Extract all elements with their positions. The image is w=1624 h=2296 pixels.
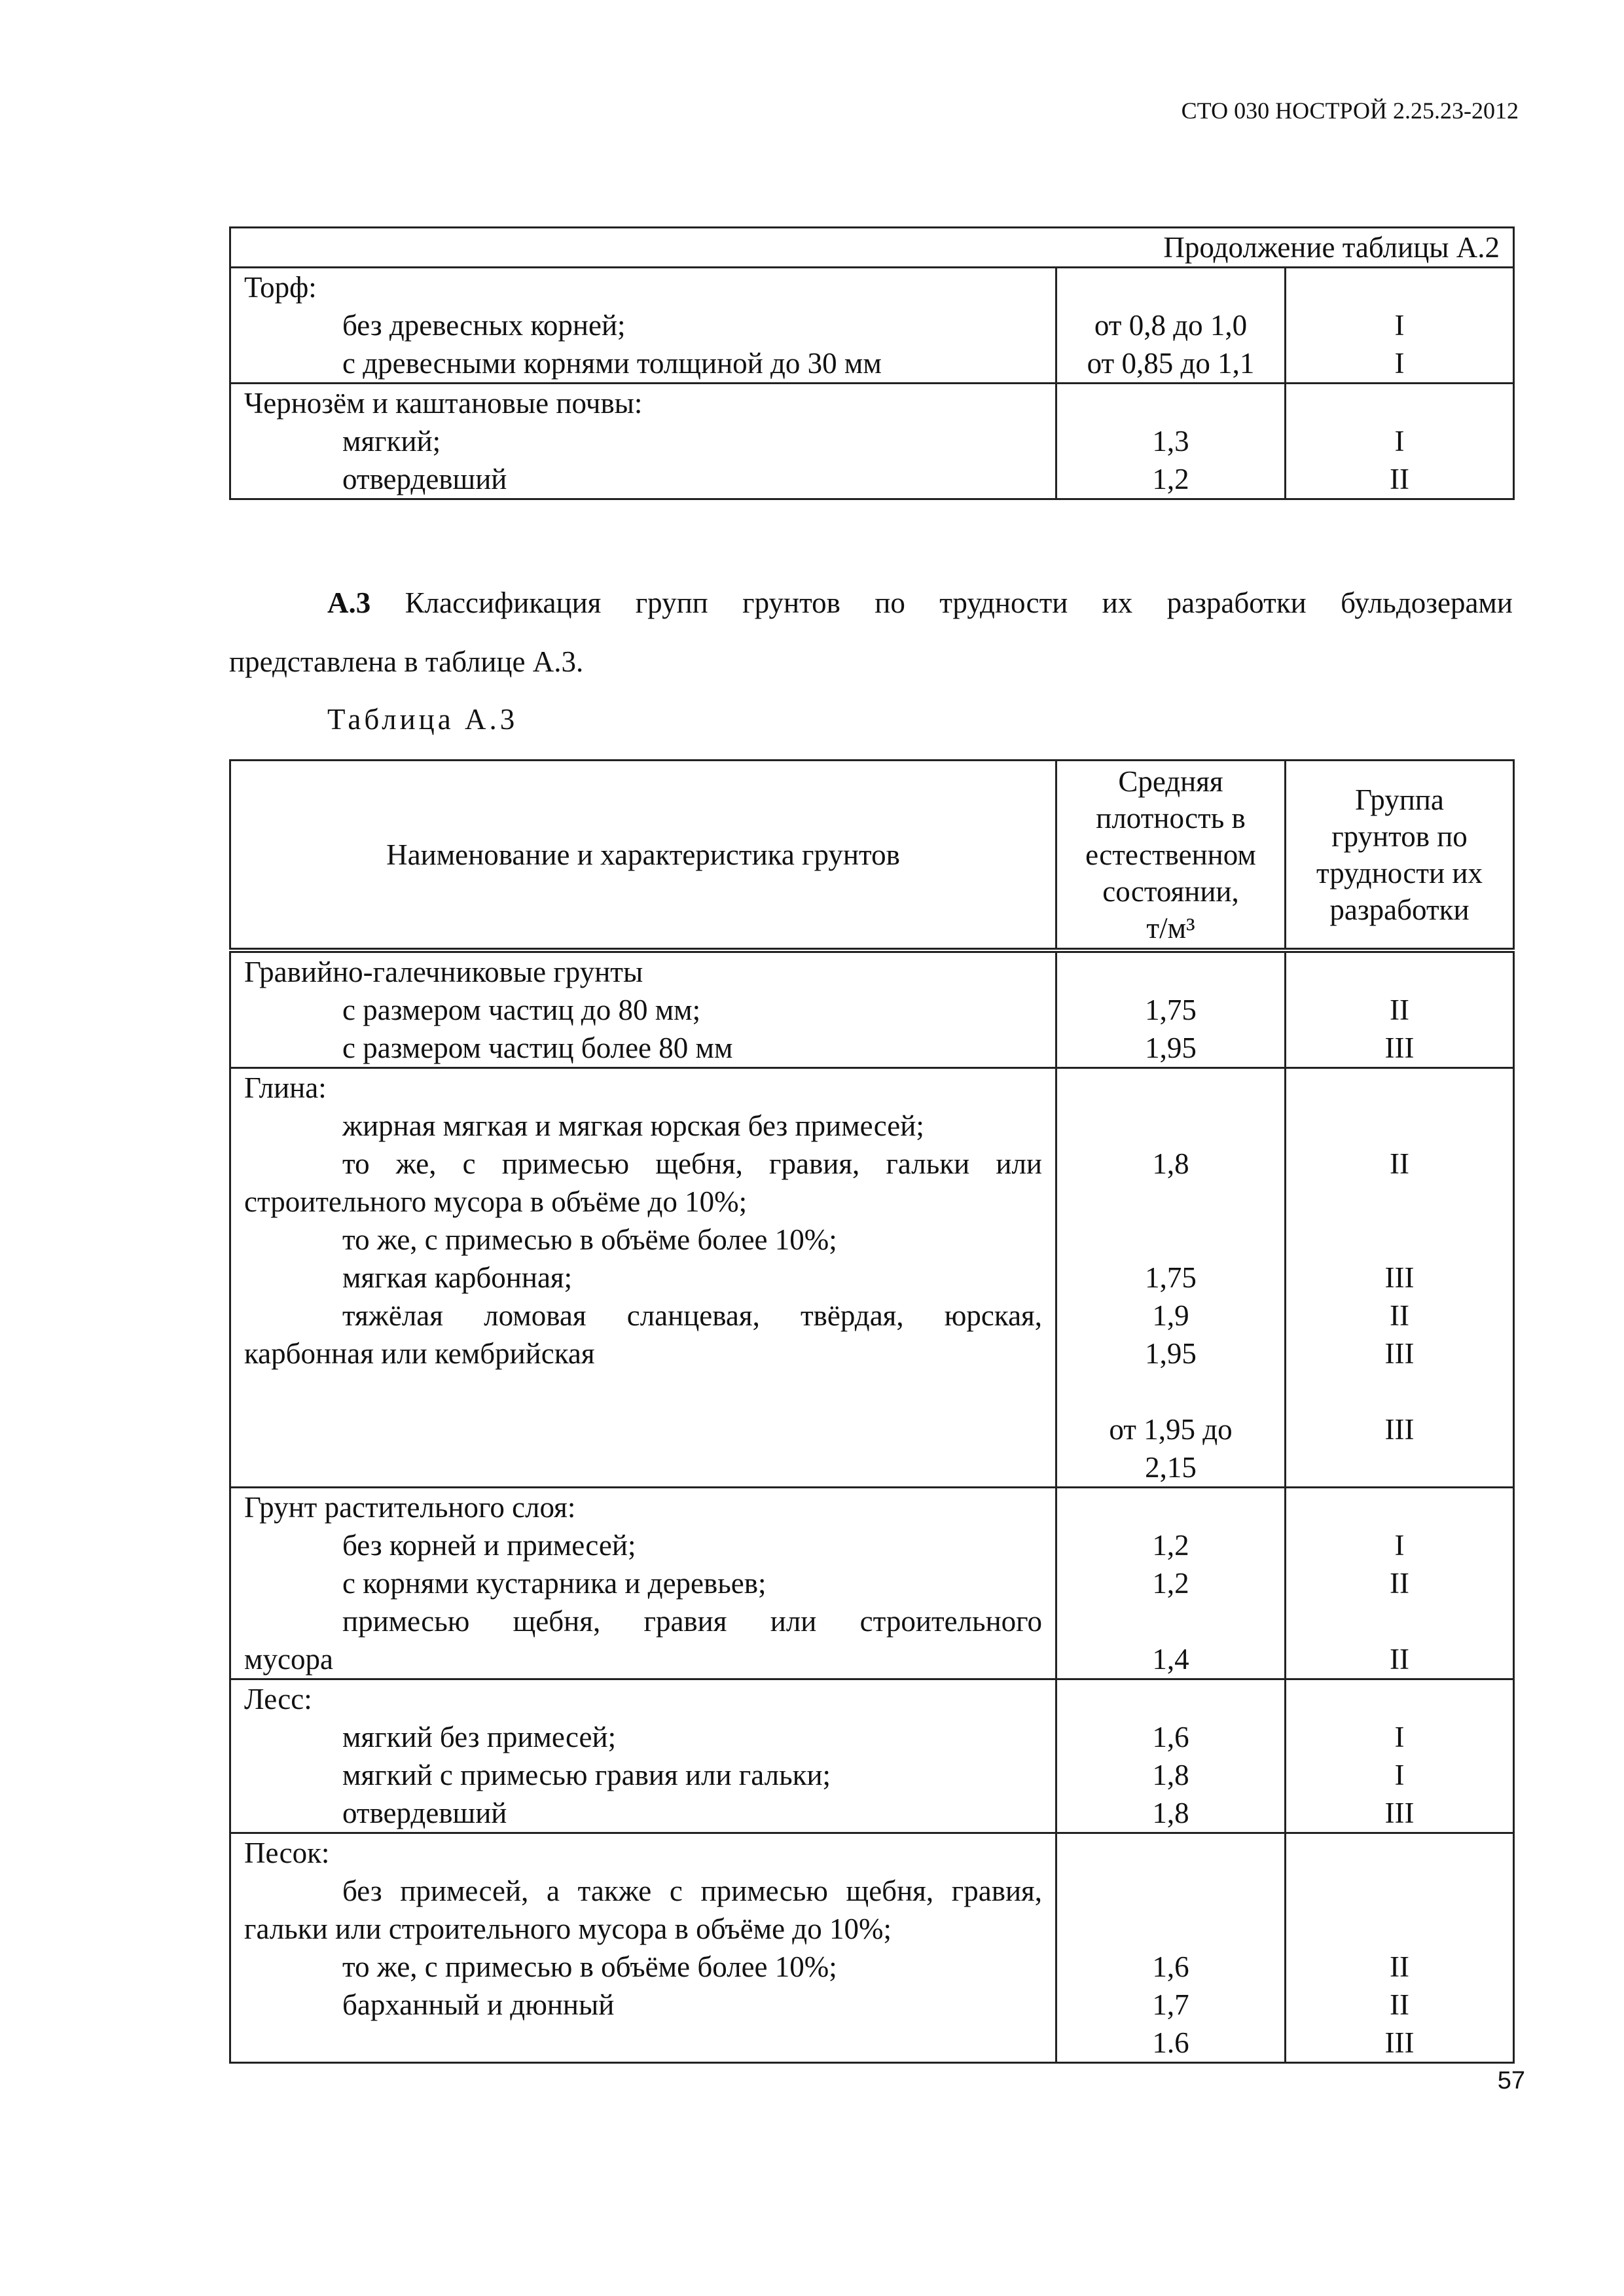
row-name: без древесных корней; (342, 309, 626, 342)
table-header-row (230, 761, 1514, 951)
group-value: II (1390, 994, 1409, 1026)
density-value: 1,75 (1145, 1261, 1197, 1294)
group-value: I (1394, 347, 1405, 380)
group-value: II (1390, 1950, 1409, 1983)
row-name: отвердевший (342, 463, 507, 495)
group-value: II (1390, 1988, 1409, 2021)
group-value: III (1384, 1261, 1415, 1294)
group-value: III (1384, 2026, 1415, 2059)
density-value: 1,3 (1152, 425, 1189, 457)
paragraph-line-1 (229, 586, 1513, 620)
row-name: строительного мусора в объёме до 10%; (244, 1185, 748, 1218)
page-number: 57 (1497, 2067, 1525, 2094)
density-value: 1,6 (1152, 1950, 1189, 1983)
density-value: от 0,8 до 1,0 (1094, 309, 1248, 342)
group-value: II (1390, 1643, 1409, 1676)
group-value: II (1390, 1147, 1409, 1180)
table-row (230, 384, 1514, 499)
row-name: жирная мягкая и мягкая юрская без примесей; (342, 1109, 924, 1142)
density-value: 1,2 (1152, 1529, 1189, 1562)
group-value: II (1390, 1299, 1409, 1332)
row-name: отвердевший (342, 1797, 507, 1829)
row-name: гальки или строительного мусора в объёме до 10%; (244, 1912, 892, 1945)
density-value: 2,15 (1145, 1451, 1197, 1484)
group-value: III (1384, 1413, 1415, 1446)
group-value: III (1384, 1031, 1415, 1064)
group-value: I (1394, 1759, 1405, 1791)
table-row (230, 1679, 1514, 1833)
header-group: Группа грунтов по трудности их разработки (1286, 761, 1514, 951)
table-row (230, 268, 1514, 384)
table-row (230, 1833, 1514, 2063)
group-value: I (1394, 1529, 1405, 1562)
table-row (230, 950, 1514, 1068)
density-value: 1,6 (1152, 1721, 1189, 1753)
paragraph-line-2: представлена в таблице А.3. (229, 645, 584, 678)
paragraph-text: Классификация групп грунтов по трудности их разработки бульдозерами (405, 586, 1513, 619)
density-value: 1,8 (1152, 1147, 1189, 1180)
group-value: III (1384, 1337, 1415, 1370)
row-name: карбонная или кембрийская (244, 1337, 595, 1370)
density-value: от 1,95 до (1109, 1413, 1233, 1446)
group-value: II (1390, 1567, 1409, 1600)
group-title: Чернозём и каштановые почвы: (244, 387, 643, 420)
group-value: I (1394, 309, 1405, 342)
density-value: 1,7 (1152, 1988, 1189, 2021)
density-value: 1,4 (1152, 1643, 1189, 1676)
row-name: с древесными корнями толщиной до 30 мм (342, 347, 882, 380)
row-name: с размером частиц до 80 мм; (342, 994, 701, 1026)
row-name: без корней и примесей; (342, 1529, 636, 1562)
density-value: от 0,85 до 1,1 (1087, 347, 1255, 380)
density-value: 1,8 (1152, 1759, 1189, 1791)
density-value: 1,8 (1152, 1797, 1189, 1829)
row-name: мусора (244, 1643, 333, 1676)
density-value: 1.6 (1152, 2026, 1189, 2059)
row-name: мягкая карбонная; (342, 1261, 573, 1294)
document-code-header: СТО 030 НОСТРОЙ 2.25.23-2012 (1181, 98, 1519, 124)
group-value: I (1394, 1721, 1405, 1753)
row-name: с корнями кустарника и деревьев; (342, 1567, 767, 1600)
header-density: Средняя плотность в естественном состоянии, т/м³ (1056, 761, 1286, 951)
row-name: барханный и дюнный (342, 1988, 615, 2021)
group-title: Глина: (244, 1071, 327, 1104)
header-name: Наименование и характеристика грунтов (230, 761, 1056, 951)
table-caption: Таблица А.3 (327, 703, 518, 736)
row-name: то же, с примесью в объёме более 10%; (342, 1950, 837, 1983)
group-value: III (1384, 1797, 1415, 1829)
group-title: Грунт растительного слоя: (244, 1491, 576, 1524)
row-name: то же, с примесью щебня, гравия, гальки или (342, 1147, 1042, 1180)
table-a2-continuation (229, 226, 1515, 500)
row-name: тяжёлая ломовая сланцевая, твёрдая, юрская, (342, 1299, 1042, 1332)
density-value: 1,2 (1152, 463, 1189, 495)
row-name: с размером частиц более 80 мм (342, 1031, 733, 1064)
row-name: без примесей, а также с примесью щебня, гравия, (342, 1874, 1042, 1907)
paragraph-number: А.3 (327, 586, 371, 619)
group-title: Песок: (244, 1837, 330, 1869)
row-name: то же, с примесью в объёме более 10%; (342, 1223, 837, 1256)
group-title: Лесс: (244, 1683, 312, 1715)
group-title: Торф: (244, 271, 317, 304)
group-value: II (1390, 463, 1409, 495)
group-title: Гравийно-галечниковые грунты (244, 956, 643, 988)
row-name: мягкий с примесью гравия или гальки; (342, 1759, 831, 1791)
table-row (230, 1488, 1514, 1679)
row-name: примесью щебня, гравия или строительного (342, 1605, 1042, 1638)
density-value: 1,75 (1145, 994, 1197, 1026)
density-value: 1,95 (1145, 1031, 1197, 1064)
table-row (230, 1068, 1514, 1488)
density-value: 1,95 (1145, 1337, 1197, 1370)
group-value: I (1394, 425, 1405, 457)
density-value: 1,2 (1152, 1567, 1189, 1600)
table-a3 (229, 759, 1515, 2064)
table-continuation-label: Продолжение таблицы А.2 (230, 228, 1514, 268)
row-name: мягкий без примесей; (342, 1721, 617, 1753)
density-value: 1,9 (1152, 1299, 1189, 1332)
row-name: мягкий; (342, 425, 441, 457)
